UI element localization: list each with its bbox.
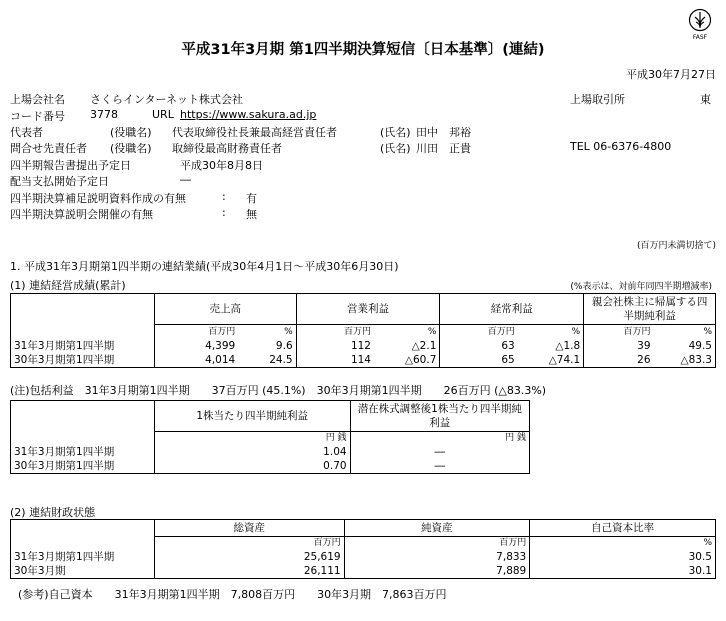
- cell-value: 9.6: [275, 339, 293, 352]
- unit-pct: %: [530, 536, 716, 550]
- cell-value: 112: [296, 339, 374, 353]
- cell-value: 1.04: [154, 445, 350, 459]
- col-net-assets: 純資産: [344, 520, 530, 537]
- cell-value: 7,889: [344, 564, 530, 579]
- cell-value: 39: [584, 339, 654, 353]
- briefing-value: 無: [246, 208, 257, 221]
- contact-title-label: (役職名): [110, 142, 152, 155]
- table-row: [11, 459, 530, 474]
- cell-value: 49.5: [654, 339, 716, 353]
- cell-value: ―: [350, 445, 529, 459]
- row-label: 31年3月期第1四半期: [11, 339, 155, 353]
- unit-pct: %: [284, 326, 293, 337]
- section1-heading: 1. 平成31年3月期第1四半期の連結業績(平成30年4月1日～平成30年6月30日): [10, 260, 399, 273]
- section1-subheading: (1) 連結経営成績(累計): [10, 279, 126, 292]
- pct-note: (%表示は、対前年同四半期増減率): [570, 282, 712, 292]
- unit-million: 百万円: [584, 325, 654, 339]
- code-label: コード番号: [10, 110, 65, 123]
- table-row: [11, 353, 716, 368]
- code-value: 3778: [90, 108, 118, 121]
- unit-yen: 円 銭: [350, 431, 529, 445]
- dividend-label: 配当支払開始予定日: [10, 175, 109, 188]
- cell-value: 4,399: [154, 339, 238, 353]
- fasf-logo: [686, 8, 714, 42]
- col-sales: 売上高: [154, 294, 296, 325]
- cell-value: 30.5: [530, 550, 716, 564]
- report-date-value: 平成30年8月8日: [180, 159, 263, 172]
- rep-title: 代表取締役社長兼最高経営責任者: [172, 126, 337, 139]
- rep-name: 田中 邦裕: [416, 126, 471, 139]
- cell-value: △1.8: [555, 339, 581, 352]
- url-label: URL: [152, 108, 174, 121]
- unit-million: 百万円: [440, 325, 518, 339]
- supplementary-label: 四半期決算補足説明資料作成の有無: [10, 192, 186, 205]
- dividend-value: ―: [180, 173, 191, 186]
- listed-company-label: 上場会社名: [10, 93, 65, 106]
- row-label: 30年3月期第1四半期: [11, 459, 155, 474]
- cell-value: 26: [584, 353, 654, 368]
- unit-yen: 円 銭: [154, 431, 350, 445]
- cell-value: 4,014: [154, 353, 238, 368]
- row-label: 30年3月期: [11, 564, 155, 579]
- cell-value: 114: [296, 353, 374, 368]
- row-label: 31年3月期第1四半期: [11, 550, 155, 564]
- exchange-value: 東: [700, 93, 711, 106]
- col-operating-income: 営業利益: [296, 294, 440, 325]
- col-net-income: 親会社株主に帰属する四半期純利益: [584, 294, 716, 325]
- briefing-label: 四半期決算説明会開催の有無: [10, 208, 153, 221]
- cell-value: △2.1: [411, 339, 437, 352]
- eps-table: [10, 400, 530, 474]
- row-label: 31年3月期第1四半期: [11, 445, 155, 459]
- contact-name: 川田 正貴: [416, 142, 471, 155]
- cell-value: △83.3: [654, 353, 716, 368]
- rounding-note: (百万円未満切捨て): [636, 241, 716, 251]
- equity-note: (参考)自己資本 31年3月期第1四半期 7,808百万円 30年3月期 7,863百万円: [18, 588, 447, 601]
- operating-results-table: [10, 293, 716, 368]
- cell-value: △74.1: [518, 353, 584, 368]
- unit-pct: %: [654, 325, 716, 339]
- col-diluted-eps: 潜在株式調整後1株当たり四半期純利益: [350, 401, 529, 432]
- report-date: 平成30年7月27日: [626, 68, 716, 81]
- representative-label: 代表者: [10, 126, 43, 139]
- col-ordinary-income: 経常利益: [440, 294, 584, 325]
- listed-company-value: さくらインターネット株式会社: [90, 93, 244, 106]
- cell-value: ―: [350, 459, 529, 474]
- unit-pct: %: [427, 326, 437, 337]
- unit-empty-cell: [11, 536, 155, 550]
- header-empty-cell: [11, 294, 155, 325]
- table-row: [11, 564, 716, 579]
- cell-value: 25,619: [154, 550, 344, 564]
- supplementary-value: 有: [246, 192, 257, 205]
- unit-empty-cell: [11, 325, 155, 339]
- rep-name-label: (氏名): [380, 126, 411, 139]
- header-empty-cell: [11, 401, 155, 432]
- row-label: 30年3月期第1四半期: [11, 353, 155, 368]
- unit-pct: %: [571, 326, 581, 337]
- page-title: 平成31年3月期 第1四半期決算短信〔日本基準〕(連結): [181, 42, 545, 58]
- contact-name-label: (氏名): [380, 142, 411, 155]
- table-row: [11, 550, 716, 564]
- cell-value: 63: [440, 339, 518, 353]
- unit-million: 百万円: [154, 325, 238, 339]
- logo-text: FASF: [692, 34, 708, 41]
- contact-title: 取締役最高財務責任者: [172, 142, 282, 155]
- cell-value: 65: [440, 353, 518, 368]
- fasf-emblem-icon: [686, 8, 714, 42]
- cell-value: 26,111: [154, 564, 344, 579]
- comprehensive-income-note: (注)包括利益 31年3月期第1四半期 37百万円 (45.1%) 30年3月期第1四半期 26百万円 (△83.3%): [10, 384, 547, 397]
- header-empty-cell: [11, 520, 155, 537]
- col-equity-ratio: 自己資本比率: [530, 520, 716, 537]
- contact-label: 問合せ先責任者: [10, 142, 87, 155]
- col-eps: 1株当たり四半期純利益: [154, 401, 350, 432]
- section2-heading: (2) 連結財政状態: [10, 506, 96, 519]
- briefing-colon: :: [222, 206, 226, 219]
- url-link[interactable]: https://www.sakura.ad.jp: [180, 108, 317, 121]
- unit-million: 百万円: [296, 325, 374, 339]
- table-row: [11, 339, 716, 353]
- exchange-label: 上場取引所: [570, 93, 625, 106]
- table-row: [11, 445, 530, 459]
- cell-value: 0.70: [154, 459, 350, 474]
- cell-value: △60.7: [374, 353, 440, 368]
- rep-title-label: (役職名): [110, 126, 152, 139]
- col-total-assets: 総資産: [154, 520, 344, 537]
- report-date-label: 四半期報告書提出予定日: [10, 159, 131, 172]
- unit-million: 百万円: [344, 536, 530, 550]
- cell-value: 24.5: [238, 353, 296, 368]
- cell-value: 7,833: [344, 550, 530, 564]
- cell-value: 30.1: [530, 564, 716, 579]
- unit-million: 百万円: [154, 536, 344, 550]
- unit-empty-cell: [11, 431, 155, 445]
- financial-position-table: [10, 519, 716, 579]
- supplementary-colon: :: [222, 190, 226, 203]
- tel-number: TEL 06-6376-4800: [570, 140, 672, 153]
